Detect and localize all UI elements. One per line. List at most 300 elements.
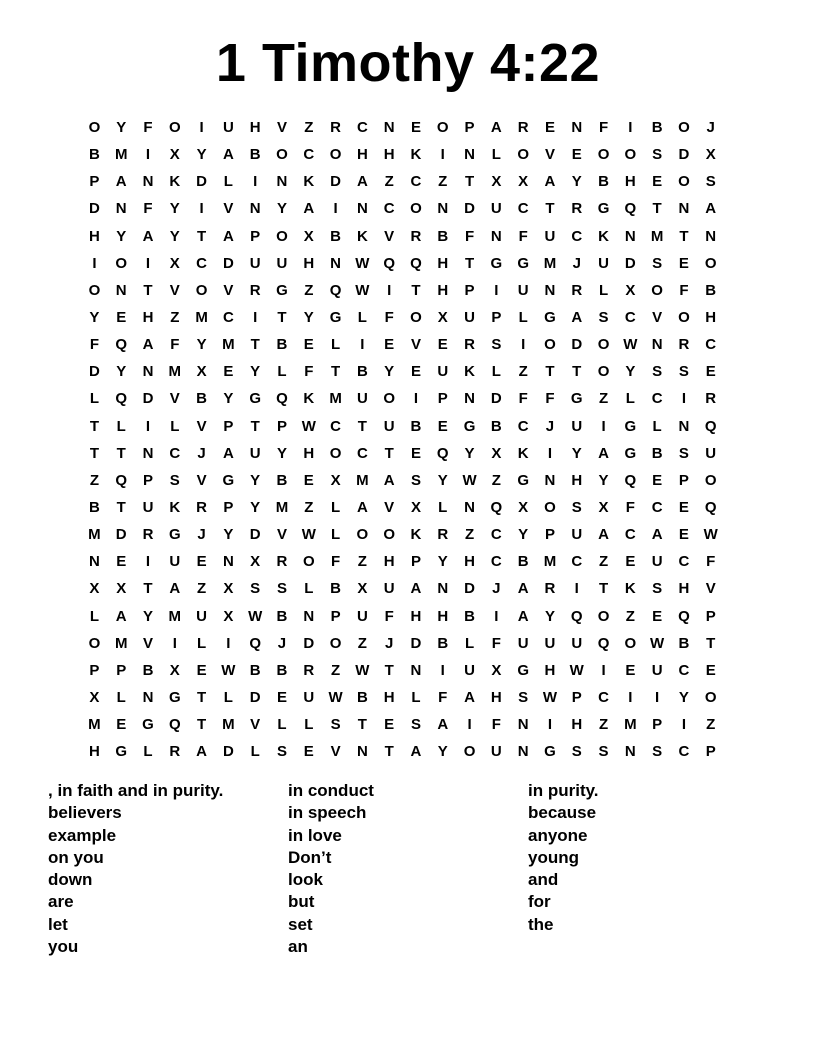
grid-letter: Z: [197, 580, 207, 598]
grid-letter: T: [143, 281, 153, 299]
grid-letter: T: [652, 200, 662, 218]
grid-letter: R: [437, 526, 449, 544]
grid-letter: H: [490, 689, 502, 707]
grid-letter: T: [384, 743, 394, 761]
grid-letter: U: [464, 309, 475, 327]
grid-letter: N: [142, 444, 154, 462]
grid-letter: E: [303, 743, 314, 761]
grid-letter: O: [410, 309, 422, 327]
grid-letter: Y: [116, 363, 127, 381]
grid-letter: D: [571, 336, 583, 354]
grid-letter: X: [518, 499, 529, 517]
grid-letter: U: [544, 227, 556, 245]
grid-letter: X: [330, 471, 341, 489]
grid-letter: G: [276, 281, 288, 299]
grid-letter: D: [624, 254, 636, 272]
grid-letter: B: [196, 390, 207, 408]
grid-letter: N: [249, 200, 261, 218]
grid-letter: M: [222, 716, 235, 734]
grid-letter: L: [491, 146, 501, 164]
grid-letter: L: [116, 417, 126, 435]
grid-letter: U: [544, 634, 556, 652]
grid-letter: A: [222, 444, 234, 462]
grid-letter: I: [333, 200, 338, 218]
grid-letter: T: [89, 417, 99, 435]
grid-letter: A: [651, 526, 663, 544]
grid-letter: G: [570, 390, 583, 408]
grid-letter: L: [223, 689, 233, 707]
grid-letter: T: [116, 444, 126, 462]
word-list-item: in conduct: [288, 781, 374, 800]
grid-letter: T: [116, 499, 126, 517]
grid-letter: Z: [706, 716, 716, 734]
grid-letter: I: [226, 634, 231, 652]
grid-letter: X: [598, 499, 609, 517]
word-list-item: in love: [288, 825, 342, 845]
grid-letter: Q: [249, 634, 262, 652]
word-list-item: example: [48, 825, 117, 845]
grid-letter: B: [276, 661, 288, 679]
grid-letter: H: [88, 743, 100, 761]
grid-letter: N: [544, 281, 556, 299]
word-list-item: on you: [48, 847, 104, 867]
grid-letter: P: [142, 471, 153, 489]
grid-letter: Y: [196, 336, 207, 354]
grid-letter: O: [597, 336, 610, 354]
grid-letter: U: [356, 607, 368, 625]
grid-letter: L: [330, 526, 341, 544]
grid-letter: H: [383, 146, 395, 164]
grid-letter: X: [491, 661, 502, 679]
grid-letter: B: [598, 173, 609, 191]
grid-letter: Q: [410, 254, 422, 272]
grid-letter: X: [705, 146, 716, 164]
grid-letter: M: [195, 309, 208, 327]
grid-letter: P: [89, 173, 100, 191]
grid-letter: A: [437, 716, 449, 734]
grid-letter: H: [356, 146, 368, 164]
grid-letter: E: [196, 661, 207, 679]
grid-letter: K: [303, 390, 315, 408]
grid-letter: F: [518, 390, 528, 408]
grid-letter: O: [410, 200, 422, 218]
grid-letter: U: [303, 689, 315, 707]
grid-letter: C: [624, 526, 636, 544]
grid-letter: O: [517, 146, 529, 164]
grid-letter: Y: [678, 689, 689, 707]
grid-letter: E: [652, 173, 663, 191]
grid-letter: K: [169, 499, 181, 517]
grid-letter: N: [222, 553, 234, 571]
grid-letter: N: [115, 281, 127, 299]
grid-letter: I: [494, 607, 499, 625]
grid-letter: U: [490, 200, 502, 218]
grid-letter: O: [168, 119, 181, 137]
grid-letter: Y: [276, 444, 287, 462]
grid-letter: E: [410, 363, 421, 381]
grid-letter: J: [572, 254, 581, 272]
grid-letter: C: [571, 227, 583, 245]
grid-letter: Z: [464, 526, 475, 544]
grid-letter: D: [464, 200, 475, 218]
grid-letter: C: [678, 553, 690, 571]
grid-letter: N: [678, 417, 690, 435]
grid-letter: X: [437, 309, 448, 327]
grid-letter: T: [545, 200, 555, 218]
grid-letter: V: [384, 227, 395, 245]
grid-letter: E: [678, 499, 689, 517]
grid-letter: S: [652, 146, 663, 164]
grid-letter: R: [517, 119, 529, 137]
grid-letter: T: [277, 309, 287, 327]
grid-letter: S: [518, 689, 529, 707]
grid-letter: T: [545, 363, 555, 381]
grid-letter: Y: [276, 200, 287, 218]
grid-letter: C: [169, 444, 181, 462]
grid-letter: H: [142, 309, 154, 327]
grid-letter: E: [652, 471, 663, 489]
grid-letter: U: [490, 743, 502, 761]
grid-letter: N: [437, 200, 449, 218]
grid-letter: D: [222, 254, 234, 272]
grid-letter: H: [88, 227, 100, 245]
grid-letter: Y: [116, 227, 127, 245]
grid-letter: M: [168, 363, 182, 381]
grid-letter: G: [517, 471, 529, 489]
grid-letter: L: [250, 743, 260, 761]
grid-letter: A: [222, 227, 234, 245]
grid-letter: P: [705, 743, 716, 761]
grid-letter: G: [544, 309, 556, 327]
grid-letter: V: [544, 146, 555, 164]
grid-letter: A: [598, 444, 609, 462]
grid-letter: H: [678, 580, 690, 598]
grid-letter: M: [88, 526, 101, 544]
grid-letter: I: [628, 119, 633, 137]
word-list-item: because: [528, 803, 597, 823]
grid-letter: B: [517, 553, 529, 571]
grid-letter: B: [88, 146, 100, 164]
word-list-item: you: [48, 937, 79, 957]
grid-letter: C: [330, 417, 341, 435]
grid-letter: L: [116, 689, 126, 707]
grid-letter: N: [490, 227, 502, 245]
grid-letter: Y: [250, 499, 261, 517]
grid-letter: T: [572, 363, 582, 381]
grid-letter: G: [168, 689, 181, 707]
grid-letter: E: [705, 363, 716, 381]
grid-letter: B: [464, 607, 475, 625]
grid-letter: O: [678, 309, 690, 327]
grid-letter: G: [329, 309, 342, 327]
grid-letter: P: [491, 309, 502, 327]
grid-letter: Z: [438, 173, 448, 191]
grid-letter: F: [518, 227, 528, 245]
grid-letter: B: [276, 607, 288, 625]
grid-letter: U: [142, 499, 154, 517]
grid-letter: X: [303, 227, 314, 245]
grid-letter: I: [547, 444, 553, 462]
grid-letter: O: [624, 146, 637, 164]
grid-letter: U: [571, 417, 583, 435]
grid-letter: P: [89, 661, 100, 679]
grid-letter: I: [172, 634, 177, 652]
grid-letter: G: [624, 444, 637, 462]
grid-letter: O: [329, 634, 342, 652]
grid-letter: U: [276, 254, 288, 272]
grid-letter: Y: [303, 309, 314, 327]
grid-letter: U: [249, 444, 261, 462]
grid-letter: A: [142, 227, 154, 245]
grid-letter: Y: [625, 363, 636, 381]
grid-letter: U: [196, 607, 207, 625]
grid-letter: G: [597, 200, 610, 218]
grid-letter: T: [89, 444, 99, 462]
grid-letter: P: [652, 716, 663, 734]
grid-letter: D: [88, 200, 100, 218]
grid-letter: O: [329, 146, 342, 164]
grid-letter: R: [705, 390, 717, 408]
grid-letter: C: [651, 390, 663, 408]
grid-letter: E: [437, 417, 448, 435]
grid-letter: M: [329, 390, 342, 408]
grid-letter: K: [169, 173, 181, 191]
grid-letter: D: [222, 743, 234, 761]
grid-letter: Q: [624, 200, 637, 218]
grid-letter: Y: [571, 444, 582, 462]
grid-letter: F: [143, 200, 153, 218]
grid-letter: P: [330, 607, 341, 625]
grid-letter: S: [571, 499, 582, 517]
grid-letter: S: [169, 471, 180, 489]
grid-letter: C: [196, 254, 207, 272]
grid-letter: X: [223, 607, 234, 625]
grid-letter: V: [276, 526, 287, 544]
grid-letter: M: [168, 607, 182, 625]
grid-letter: A: [544, 173, 556, 191]
grid-letter: F: [304, 363, 314, 381]
grid-letter: A: [169, 580, 181, 598]
grid-letter: O: [276, 146, 288, 164]
grid-letter: A: [517, 580, 529, 598]
grid-letter: B: [276, 336, 288, 354]
grid-letter: F: [598, 119, 609, 137]
grid-letter: J: [197, 526, 206, 544]
grid-letter: H: [303, 254, 315, 272]
grid-letter: N: [410, 661, 422, 679]
grid-letter: L: [438, 499, 448, 517]
grid-letter: I: [601, 661, 606, 679]
grid-letter: J: [277, 634, 287, 652]
grid-letter: V: [330, 743, 341, 761]
grid-letter: L: [170, 417, 180, 435]
grid-letter: N: [678, 200, 690, 218]
grid-letter: S: [571, 743, 582, 761]
grid-letter: U: [651, 553, 663, 571]
grid-letter: I: [145, 417, 151, 435]
grid-letter: O: [597, 607, 610, 625]
grid-letter: L: [464, 634, 475, 652]
grid-letter: C: [624, 309, 636, 327]
grid-letter: O: [195, 281, 208, 299]
grid-letter: T: [250, 336, 260, 354]
word-list-item: let: [48, 914, 68, 934]
grid-letter: Z: [598, 716, 609, 734]
grid-letter: A: [356, 173, 368, 191]
grid-letter: L: [277, 716, 287, 734]
grid-letter: D: [196, 173, 207, 191]
grid-letter: N: [464, 146, 475, 164]
grid-letter: W: [221, 661, 236, 679]
grid-letter: E: [437, 336, 448, 354]
grid-letter: D: [410, 634, 422, 652]
grid-letter: I: [467, 716, 472, 734]
grid-letter: V: [142, 634, 153, 652]
word-list-item: believers: [48, 803, 122, 823]
grid-letter: F: [143, 119, 153, 137]
grid-letter: U: [169, 553, 181, 571]
grid-letter: U: [464, 661, 475, 679]
grid-letter: N: [624, 227, 636, 245]
grid-letter: C: [678, 661, 690, 679]
grid-letter: L: [330, 336, 341, 354]
grid-letter: N: [356, 200, 368, 218]
grid-letter: O: [704, 471, 717, 489]
grid-letter: L: [304, 580, 314, 598]
grid-letter: A: [383, 471, 395, 489]
grid-letter: S: [705, 173, 716, 191]
grid-letter: V: [410, 336, 421, 354]
grid-letter: N: [303, 607, 315, 625]
grid-letter: N: [356, 743, 368, 761]
grid-letter: W: [328, 689, 343, 707]
grid-letter: Q: [704, 499, 717, 517]
grid-letter: E: [116, 553, 127, 571]
grid-letter: P: [223, 417, 234, 435]
grid-letter: Y: [384, 363, 395, 381]
grid-letter: A: [142, 336, 154, 354]
word-list-item: in speech: [288, 803, 367, 823]
grid-letter: P: [705, 607, 716, 625]
grid-letter: N: [142, 363, 154, 381]
grid-letter: I: [681, 716, 687, 734]
grid-letter: U: [356, 390, 368, 408]
grid-letter: H: [249, 119, 261, 137]
grid-letter: G: [142, 716, 154, 734]
grid-letter: A: [410, 580, 422, 598]
grid-letter: F: [464, 227, 475, 245]
grid-letter: T: [143, 580, 153, 598]
grid-letter: T: [250, 417, 260, 435]
grid-letter: I: [521, 336, 526, 354]
grid-letter: P: [250, 227, 261, 245]
grid-letter: P: [276, 417, 287, 435]
grid-letter: F: [491, 634, 501, 652]
grid-letter: S: [678, 444, 689, 462]
grid-letter: U: [705, 444, 717, 462]
grid-letter: F: [384, 607, 394, 625]
grid-letter: A: [571, 309, 583, 327]
grid-letter: U: [249, 254, 261, 272]
grid-letter: P: [116, 661, 127, 679]
grid-letter: Y: [437, 553, 448, 571]
grid-letter: Q: [276, 390, 288, 408]
grid-letter: H: [437, 607, 449, 625]
grid-letter: I: [628, 689, 633, 707]
grid-letter: M: [543, 553, 557, 571]
grid-letter: E: [410, 119, 421, 137]
grid-letter: I: [199, 200, 204, 218]
grid-letter: Z: [330, 661, 341, 679]
word-column-1: [48, 780, 288, 958]
grid-letter: Z: [384, 173, 394, 191]
grid-letter: S: [652, 254, 663, 272]
grid-letter: H: [383, 689, 395, 707]
grid-letter: N: [517, 716, 529, 734]
grid-letter: H: [571, 716, 583, 734]
grid-letter: B: [330, 227, 341, 245]
grid-letter: S: [250, 580, 261, 598]
grid-letter: S: [410, 471, 421, 489]
grid-letter: V: [705, 580, 716, 598]
grid-letter: N: [142, 689, 154, 707]
grid-letter: Z: [170, 309, 180, 327]
grid-letter: H: [383, 553, 395, 571]
grid-letter: M: [222, 336, 235, 354]
grid-letter: O: [115, 254, 128, 272]
grid-letter: Z: [304, 119, 314, 137]
grid-letter: D: [678, 146, 690, 164]
grid-letter: V: [652, 309, 663, 327]
grid-letter: B: [705, 281, 717, 299]
grid-letter: P: [571, 689, 582, 707]
word-list-item: , in faith and in purity.: [48, 781, 224, 800]
grid-letter: I: [440, 146, 445, 164]
grid-letter: G: [222, 471, 235, 489]
grid-letter: X: [169, 661, 180, 679]
grid-letter: O: [276, 227, 288, 245]
grid-letter: Y: [437, 471, 448, 489]
grid-letter: U: [517, 634, 529, 652]
grid-letter: C: [490, 526, 502, 544]
grid-letter: N: [571, 119, 583, 137]
grid-letter: B: [356, 689, 368, 707]
grid-letter: N: [517, 743, 529, 761]
word-column-3: [528, 780, 768, 958]
grid-letter: H: [464, 553, 475, 571]
page-title: 1 Timothy 4:22: [215, 33, 601, 93]
grid-letter: V: [196, 471, 207, 489]
grid-letter: N: [705, 227, 717, 245]
grid-letter: H: [705, 309, 717, 327]
grid-letter: F: [706, 553, 716, 571]
grid-letter: M: [275, 499, 289, 517]
grid-letter: F: [384, 309, 394, 327]
grid-letter: B: [410, 417, 422, 435]
grid-letter: X: [196, 363, 207, 381]
grid-letter: Y: [250, 363, 261, 381]
grid-letter: Y: [544, 607, 555, 625]
word-list-item: down: [48, 870, 93, 890]
grid-letter: E: [410, 444, 421, 462]
grid-letter: X: [89, 689, 100, 707]
grid-letter: X: [625, 281, 636, 299]
grid-letter: O: [88, 281, 101, 299]
grid-letter: F: [330, 553, 341, 571]
grid-letter: E: [223, 363, 234, 381]
grid-letter: X: [357, 580, 368, 598]
grid-letter: P: [464, 119, 475, 137]
